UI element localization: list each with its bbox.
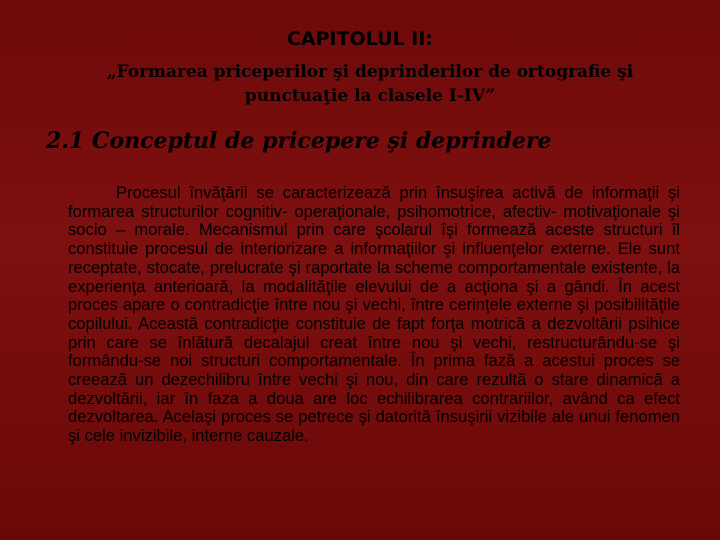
chapter-subtitle: „Formarea priceperilor şi deprinderilor de ortografie şi punctuaţie la clasele I-IV” bbox=[106, 62, 634, 106]
section-heading: 2.1 Conceptul de pricepere şi deprindere bbox=[46, 128, 552, 154]
body-paragraph: Procesul învăţării se caracterizează prin însuşirea activă de informaţii şi formarea structurilor cognitiv- operaţionale, psihomotrice, afectiv- motivaţionale şi socio – morale. Mecanismul prin care şcolarul îşi formează aceste structuri îl constituie procesul de interiorizare a informaţiilor şi influenţelor externe. Ele sunt receptate, stocate, prelucrate şi raportate la scheme comportamentale existente, la experienţa anterioară, la modalităţile elevului de a acţiona şi a gândi. În acest proces apare o contradicţie între nou şi vechi, între cerinţele externe şi posibilităţile copilului. Această contradicţie constituie de fapt forţa motrică a dezvoltării psihice prin care se înlătură decalajul creat între nou şi vechi, restructurându-se şi formându-se noi structuri comportamentale. În prima fază a acestui proces se creează un dezechilibru între vechi şi nou, din care rezultă o stare dinamică a dezvoltării, iar în faza a doua are loc echilibrarea contrariilor, având ca efect dezvoltarea. Acelaşi proces se petrece şi datorită însuşirii vizibile ale unui fenomen şi cele invizibile, interne cauzale. bbox=[68, 183, 680, 446]
chapter-title: CAPITOLUL II: bbox=[286, 28, 434, 50]
